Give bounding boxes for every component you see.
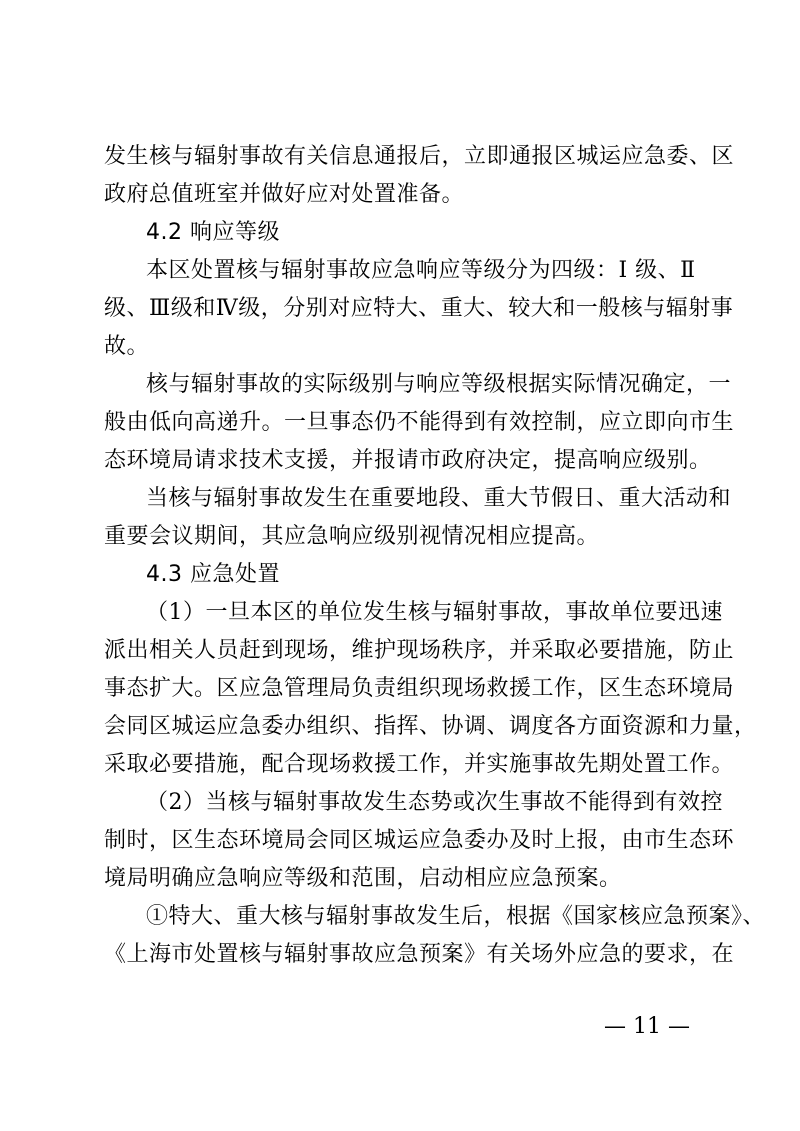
paragraph-line: 会同区城运应急委办组织、指挥、协调、调度各方面资源和力量， <box>104 714 757 739</box>
paragraph-line: 核与辐射事故的实际级别与响应等级根据实际情况确定，一 <box>146 372 732 397</box>
paragraph-line: 当核与辐射事故发生在重要地段、重大节假日、重大活动和 <box>146 486 732 511</box>
paragraph-line: 派出相关人员赶到现场，维护现场秩序，并采取必要措施，防止 <box>104 638 735 663</box>
paragraph-line: （1）一旦本区的单位发生核与辐射事故，事故单位要迅速 <box>146 600 723 625</box>
paragraph-line: 级、Ⅲ级和Ⅳ级，分别对应特大、重大、较大和一般核与辐射事 <box>104 296 734 321</box>
paragraph-line: 态环境局请求技术支援，并报请市政府决定，提高响应级别。 <box>104 448 712 473</box>
paragraph-line: 采取必要措施，配合现场救援工作，并实施事故先期处置工作。 <box>104 752 735 777</box>
paragraph-line: 重要会议期间，其应急响应级别视情况相应提高。 <box>104 524 600 549</box>
page-number: — 11 — <box>604 1014 690 1039</box>
paragraph-line: 境局明确应急响应等级和范围，启动相应应急预案。 <box>104 866 622 891</box>
section-heading-4-3: 4.3 应急处置 <box>146 562 280 587</box>
paragraph-line: ①特大、重大核与辐射事故发生后，根据《国家核应急预案》、 <box>146 904 766 929</box>
paragraph-line: 般由低向高递升。一旦事态仍不能得到有效控制，应立即向市生 <box>104 410 735 435</box>
paragraph-line: 故。 <box>104 334 150 359</box>
section-heading-4-2: 4.2 响应等级 <box>146 220 280 245</box>
paragraph-line: 《上海市处置核与辐射事故应急预案》有关场外应急的要求，在 <box>104 942 735 967</box>
paragraph-line: 本区处置核与辐射事故应急响应等级分为四级：Ⅰ 级、Ⅱ <box>146 258 696 283</box>
paragraph-line: 事态扩大。区应急管理局负责组织现场救援工作，区生态环境局 <box>104 676 735 701</box>
paragraph-line: 政府总值班室并做好应对处置准备。 <box>104 182 465 207</box>
paragraph-line: 发生核与辐射事故有关信息通报后，立即通报区城运应急委、区 <box>104 144 735 169</box>
paragraph-line: （2）当核与辐射事故发生态势或次生事故不能得到有效控 <box>146 790 723 815</box>
paragraph-line: 制时，区生态环境局会同区城运应急委办及时上报，由市生态环 <box>104 828 735 853</box>
